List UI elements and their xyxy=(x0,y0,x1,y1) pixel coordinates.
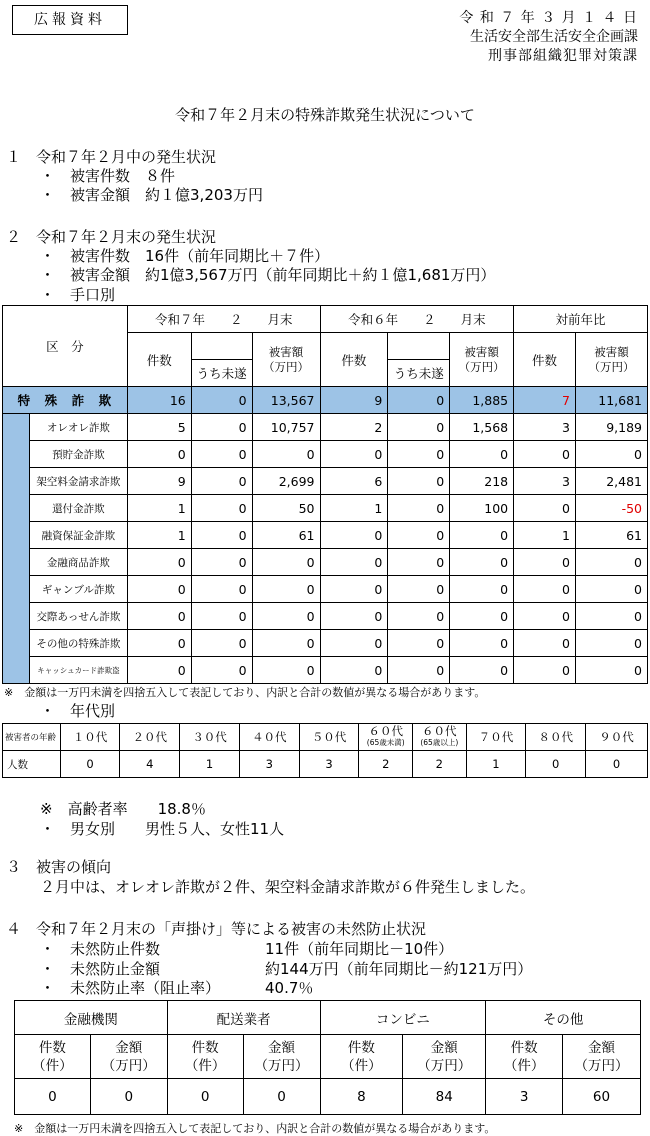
cell: 0 xyxy=(388,441,450,468)
cell: 9 xyxy=(127,468,191,495)
cell: 3 xyxy=(514,414,576,441)
row-label: その他の特殊詐欺 xyxy=(29,630,127,657)
cell: 0 xyxy=(450,522,514,549)
age-header xyxy=(359,724,413,751)
header-count: 件数 xyxy=(127,333,191,387)
table-row xyxy=(3,441,648,468)
age-header-sub: (65歳以上) xyxy=(420,738,459,747)
age-table xyxy=(2,723,648,778)
age-value: 1 xyxy=(466,751,526,778)
table-row xyxy=(3,630,648,657)
cell: 0 xyxy=(575,576,647,603)
cell: 0 xyxy=(191,468,252,495)
section2-heading: ２ 令和７年２月末の発生状況 xyxy=(6,228,217,246)
prevention-amount-header: 金額 （万円） xyxy=(243,1035,320,1079)
cell: 11,681 xyxy=(575,387,647,414)
prevention-count-label: ・ 未然防止件数 xyxy=(40,940,161,958)
prevention-value: 0 xyxy=(167,1079,243,1115)
cell: 10,757 xyxy=(252,414,320,441)
cell: 7 xyxy=(514,387,576,414)
cell: 0 xyxy=(252,576,320,603)
cell: 0 xyxy=(388,387,450,414)
cell: 2,699 xyxy=(252,468,320,495)
age-value: 1 xyxy=(180,751,240,778)
row-label: オレオレ詐欺 xyxy=(29,414,127,441)
cell: 0 xyxy=(575,441,647,468)
prevention-count-header: 件数 （件） xyxy=(15,1035,91,1079)
section2-item: ・ 被害件数 16件（前年同期比＋７件） xyxy=(40,247,330,265)
footer-note: ※ 金額は一万円未満を四捨五入して表記しており、内訳と合計の数値が異なる場合があります。 xyxy=(14,1122,496,1135)
cell: 1 xyxy=(514,522,576,549)
age-heading: ・ 年代別 xyxy=(40,702,116,720)
cell: 0 xyxy=(388,657,450,684)
header-attempt: うち未遂 xyxy=(191,360,252,387)
cell: 0 xyxy=(252,630,320,657)
cell: 0 xyxy=(388,495,450,522)
cell: 0 xyxy=(191,603,252,630)
department-1: 生活安全部生活安全企画課 xyxy=(470,29,638,45)
prevention-count-header: 件数 （件） xyxy=(320,1035,403,1079)
cell: 0 xyxy=(320,630,388,657)
cell: 1,885 xyxy=(450,387,514,414)
age-value: 0 xyxy=(60,751,120,778)
elderly-rate: ※ 高齢者率 18.8％ xyxy=(40,800,206,818)
row-label: 預貯金詐欺 xyxy=(29,441,127,468)
gender-breakdown: ・ 男女別 男性５人、女性11人 xyxy=(40,820,285,838)
section1-heading: １ 令和７年２月中の発生状況 xyxy=(6,148,217,166)
cell: 1 xyxy=(127,495,191,522)
header-count: 件数 xyxy=(320,333,388,387)
header-amount: 被害額 （万円） xyxy=(450,333,514,387)
prevention-group-header: コンビニ xyxy=(320,1001,486,1035)
prevention-count-header: 件数 （件） xyxy=(486,1035,563,1079)
cell: 0 xyxy=(514,549,576,576)
method-table xyxy=(2,305,648,684)
prevention-amount-header: 金額 （万円） xyxy=(563,1035,641,1079)
age-header-main: ６０代 xyxy=(422,724,457,738)
prevention-amount-value: 約144万円（前年同期比－約121万円） xyxy=(265,960,533,978)
header-amount: 被害額 （万円） xyxy=(575,333,647,387)
cell: 50 xyxy=(252,495,320,522)
cell: 0 xyxy=(450,576,514,603)
table-row xyxy=(3,522,648,549)
cell: 100 xyxy=(450,495,514,522)
table-row xyxy=(3,549,648,576)
row-label: ギャンブル詐欺 xyxy=(29,576,127,603)
cell: 0 xyxy=(252,549,320,576)
age-value: 4 xyxy=(120,751,180,778)
age-value: 2 xyxy=(413,751,467,778)
cell: 3 xyxy=(514,468,576,495)
cell: 0 xyxy=(514,603,576,630)
age-header: ２０代 xyxy=(120,724,180,751)
cell: 0 xyxy=(320,522,388,549)
cell: 0 xyxy=(252,603,320,630)
prevention-count-value: 11件（前年同期比－10件） xyxy=(265,940,454,958)
cell: 0 xyxy=(450,657,514,684)
prevention-rate-label: ・ 未然防止率（阻止率） xyxy=(40,979,221,997)
age-header: ８０代 xyxy=(526,724,586,751)
age-header: ５０代 xyxy=(299,724,359,751)
cell: 0 xyxy=(450,603,514,630)
cell: 0 xyxy=(127,657,191,684)
cell: 0 xyxy=(388,549,450,576)
cell: 2 xyxy=(320,414,388,441)
cell: 0 xyxy=(127,576,191,603)
cell: 0 xyxy=(388,468,450,495)
row-label: 交際あっせん詐欺 xyxy=(29,603,127,630)
cell: 0 xyxy=(252,441,320,468)
prevention-value: 84 xyxy=(403,1079,486,1115)
table-row xyxy=(3,414,648,441)
release-date: 令 和 ７ 年 ３ 月 １ ４ 日 xyxy=(459,10,638,26)
cell: 0 xyxy=(320,441,388,468)
page-title: 令和７年２月末の特殊詐欺発生状況について xyxy=(175,106,475,124)
prevention-value: 3 xyxy=(486,1079,563,1115)
row-label: 金融商品詐欺 xyxy=(29,549,127,576)
age-header xyxy=(413,724,467,751)
cell: 0 xyxy=(191,441,252,468)
row-label: 還付金詐欺 xyxy=(29,495,127,522)
cell: 0 xyxy=(127,441,191,468)
section3-text: ２月中は、オレオレ詐欺が２件、架空料金請求詐欺が６件発生しました。 xyxy=(40,878,536,896)
cell: 0 xyxy=(320,549,388,576)
cell: 0 xyxy=(514,495,576,522)
age-header-main: ６０代 xyxy=(368,724,403,738)
prevention-value: 8 xyxy=(320,1079,403,1115)
age-value: 3 xyxy=(299,751,359,778)
table-row xyxy=(3,495,648,522)
cell: 1 xyxy=(127,522,191,549)
cell: 0 xyxy=(191,387,252,414)
method-table-note: ※ 金額は一万円未満を四捨五入して表記しており、内訳と合計の数値が異なる場合があります。 xyxy=(4,686,486,699)
cell: 0 xyxy=(388,603,450,630)
table-row xyxy=(3,468,648,495)
prevention-value: 0 xyxy=(15,1079,91,1115)
cell: 0 xyxy=(388,576,450,603)
header-amount: 被害額 （万円） xyxy=(252,333,320,387)
cell: 0 xyxy=(191,495,252,522)
age-header-label: 被害者の年齢 xyxy=(3,724,61,751)
row-label: 特 殊 詐 欺 xyxy=(3,387,128,414)
prevention-group-header: その他 xyxy=(486,1001,641,1035)
prevention-amount-header: 金額 （万円） xyxy=(90,1035,167,1079)
table-row xyxy=(3,576,648,603)
cell: 0 xyxy=(127,603,191,630)
cell: 0 xyxy=(514,441,576,468)
cell: 0 xyxy=(514,576,576,603)
cell: 0 xyxy=(388,630,450,657)
prevention-amount-header: 金額 （万円） xyxy=(403,1035,486,1079)
cell: 1,568 xyxy=(450,414,514,441)
cell: 0 xyxy=(450,630,514,657)
cell: 218 xyxy=(450,468,514,495)
prevention-rate-value: 40.7％ xyxy=(265,979,314,997)
age-header: １０代 xyxy=(60,724,120,751)
cell: 0 xyxy=(514,630,576,657)
cell: 16 xyxy=(127,387,191,414)
cell: 0 xyxy=(191,522,252,549)
cell: 9 xyxy=(320,387,388,414)
cell: 0 xyxy=(575,657,647,684)
header-period-previous: 令和６年 ２ 月末 xyxy=(320,306,514,333)
row-label: キャッシュカード詐欺盗 xyxy=(29,657,127,684)
age-header: ７０代 xyxy=(466,724,526,751)
section2-item: ・ 手口別 xyxy=(40,286,116,304)
cell: 0 xyxy=(191,576,252,603)
header-diff: 対前年比 xyxy=(514,306,648,333)
header-category: 区 分 xyxy=(3,306,128,387)
age-value: 0 xyxy=(526,751,586,778)
header-count: 件数 xyxy=(514,333,576,387)
cell: 0 xyxy=(191,657,252,684)
prevention-amount-label: ・ 未然防止金額 xyxy=(40,960,161,978)
cell: 0 xyxy=(127,630,191,657)
cell: -50 xyxy=(575,495,647,522)
cell: 0 xyxy=(450,549,514,576)
cell: 0 xyxy=(191,414,252,441)
table-row xyxy=(3,603,648,630)
age-header: ３０代 xyxy=(180,724,240,751)
cell: 0 xyxy=(575,630,647,657)
age-value: 0 xyxy=(586,751,648,778)
prevention-value: 0 xyxy=(243,1079,320,1115)
cell: 0 xyxy=(320,576,388,603)
row-label: 架空料金請求詐欺 xyxy=(29,468,127,495)
age-header-sub: (65歳未満) xyxy=(366,738,405,747)
prevention-group-header: 金融機関 xyxy=(15,1001,168,1035)
cell: 0 xyxy=(127,549,191,576)
cell: 1 xyxy=(320,495,388,522)
cell: 0 xyxy=(252,657,320,684)
cell: 2,481 xyxy=(575,468,647,495)
cell: 0 xyxy=(514,657,576,684)
row-label: 融資保証金詐欺 xyxy=(29,522,127,549)
cell: 13,567 xyxy=(252,387,320,414)
prevention-table xyxy=(14,1000,641,1115)
header-period-current: 令和７年 ２ 月末 xyxy=(127,306,320,333)
cell: 9,189 xyxy=(575,414,647,441)
section1-item: ・ 被害金額 約１億3,203万円 xyxy=(40,186,263,204)
cell: 61 xyxy=(252,522,320,549)
cell: 0 xyxy=(450,441,514,468)
press-release-badge: 広報資料 xyxy=(12,5,128,35)
prevention-group-header: 配送業者 xyxy=(167,1001,320,1035)
age-row-label: 人数 xyxy=(3,751,61,778)
prevention-value: 0 xyxy=(90,1079,167,1115)
age-header: ４０代 xyxy=(239,724,299,751)
prevention-value: 60 xyxy=(563,1079,641,1115)
cell: 0 xyxy=(575,603,647,630)
table-row xyxy=(3,657,648,684)
cell: 0 xyxy=(320,603,388,630)
cell: 61 xyxy=(575,522,647,549)
age-value: 2 xyxy=(359,751,413,778)
table-row-total xyxy=(3,387,648,414)
age-value: 3 xyxy=(239,751,299,778)
cell: 0 xyxy=(191,549,252,576)
section3-heading: ３ 被害の傾向 xyxy=(6,858,112,876)
cell: 5 xyxy=(127,414,191,441)
cell: 0 xyxy=(320,657,388,684)
section2-item: ・ 被害金額 約1億3,567万円（前年同期比＋約１億1,681万円） xyxy=(40,266,496,284)
section1-item: ・ 被害件数 ８件 xyxy=(40,167,176,185)
section4-heading: ４ 令和７年２月末の「声掛け」等による被害の未然防止状況 xyxy=(6,920,427,938)
cell: 0 xyxy=(575,549,647,576)
department-2: 刑事部組織犯罪対策課 xyxy=(488,48,638,64)
header-attempt: うち未遂 xyxy=(388,360,450,387)
cell: 0 xyxy=(388,414,450,441)
cell: 0 xyxy=(388,522,450,549)
cell: 0 xyxy=(191,630,252,657)
cell: 6 xyxy=(320,468,388,495)
category-side-bar xyxy=(3,414,30,684)
prevention-count-header: 件数 （件） xyxy=(167,1035,243,1079)
age-header: ９０代 xyxy=(586,724,648,751)
